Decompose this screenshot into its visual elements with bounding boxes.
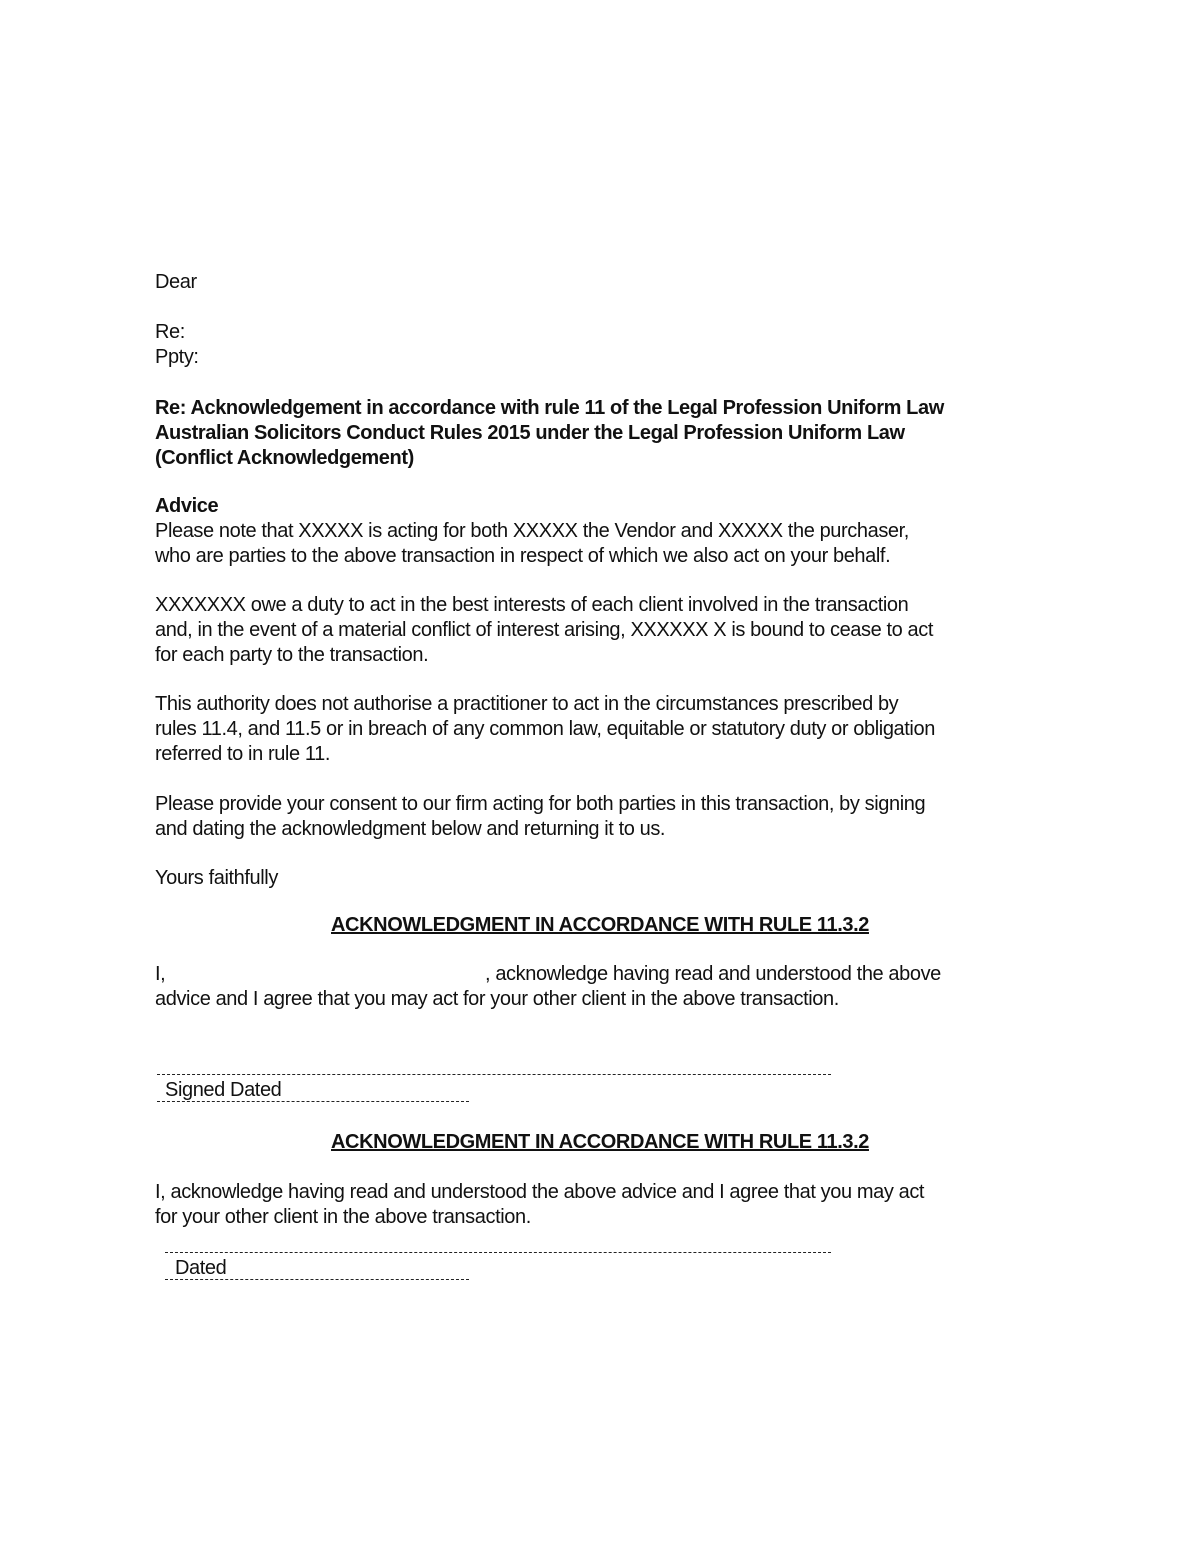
subject-line-2: Australian Solicitors Conduct Rules 2015 under the Legal Profession Uniform Law [155,422,905,444]
acknowledgment-2-line-2: for your other client in the above transaction. [155,1206,531,1228]
paragraph-2-line-1: XXXXXXX owe a duty to act in the best interests of each client involved in the transaction [155,594,909,616]
salutation: Dear [155,271,197,293]
closing: Yours faithfully [155,867,278,889]
paragraph-1-line-1: Please note that XXXXX is acting for both XXXXX the Vendor and XXXXX the purchaser, [155,520,909,542]
date-line-2 [165,1279,469,1280]
dated-label: Dated [175,1257,227,1279]
paragraph-1-line-2: who are parties to the above transaction in respect of which we also act on your behalf. [155,545,891,567]
date-line-1 [157,1101,469,1102]
paragraph-4-line-1: Please provide your consent to our firm acting for both parties in this transaction, by signing [155,793,926,815]
paragraph-2-line-3: for each party to the transaction. [155,644,429,666]
paragraph-3-line-1: This authority does not authorise a practitioner to act in the circumstances prescribed by [155,693,899,715]
paragraph-3-line-2: rules 11.4, and 11.5 or in breach of any common law, equitable or statutory duty or obligation [155,718,935,740]
signature-line-1 [157,1074,831,1075]
acknowledgment-1-line-2: advice and I agree that you may act for your other client in the above transaction. [155,988,839,1010]
paragraph-3-line-3: referred to in rule 11. [155,743,330,765]
re-label: Re: [155,321,185,343]
signed-dated-label: Signed Dated [165,1079,282,1101]
paragraph-4-line-2: and dating the acknowledgment below and returning it to us. [155,818,666,840]
paragraph-2-line-2: and, in the event of a material conflict of interest arising, XXXXXX X is bound to cease to act [155,619,934,641]
signature-line-2 [165,1252,831,1253]
acknowledgment-1-line-1-start: I, [155,963,166,985]
ppty-label: Ppty: [155,346,199,368]
acknowledgment-1-heading: ACKNOWLEDGMENT IN ACCORDANCE WITH RULE 11.3.2 [331,914,869,936]
subject-line-1: Re: Acknowledgement in accordance with rule 11 of the Legal Profession Uniform Law [155,397,944,419]
acknowledgment-2-heading: ACKNOWLEDGMENT IN ACCORDANCE WITH RULE 11.3.2 [331,1131,869,1153]
advice-heading: Advice [155,495,219,517]
acknowledgment-1-line-1-end: , acknowledge having read and understood the above [485,963,941,985]
acknowledgment-2-line-1: I, acknowledge having read and understood the above advice and I agree that you may act [155,1181,925,1203]
subject-line-3: (Conflict Acknowledgement) [155,447,414,469]
